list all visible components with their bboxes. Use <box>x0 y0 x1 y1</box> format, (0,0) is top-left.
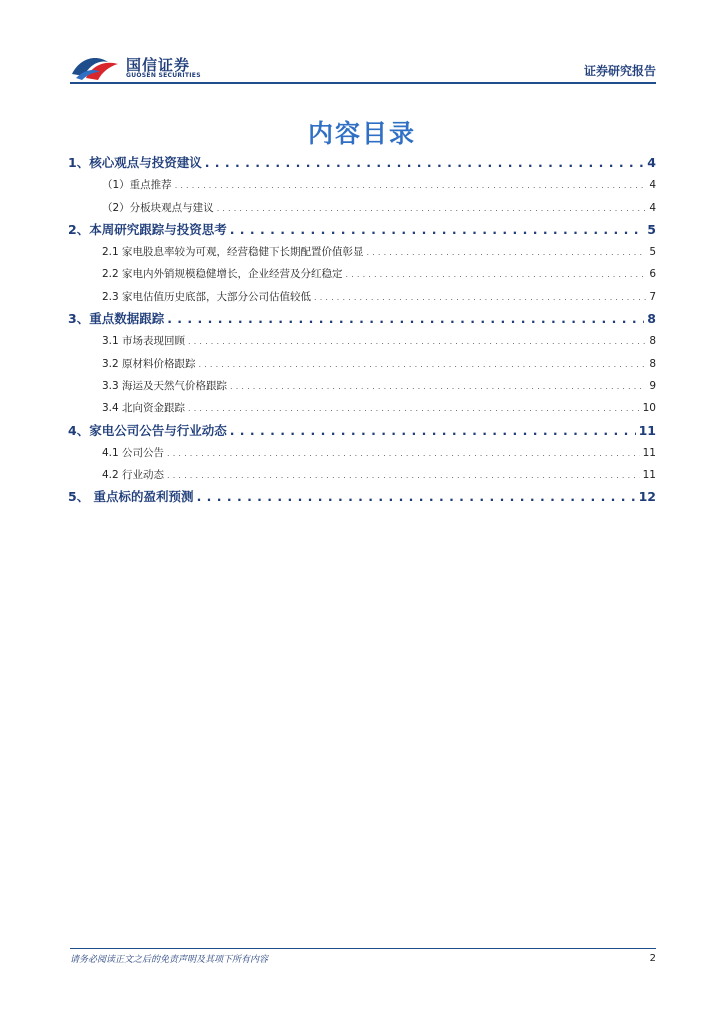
guosen-logo-icon <box>70 52 124 82</box>
toc-entry-label: （2）分板块观点与建议 <box>102 201 214 214</box>
toc-subsection-entry[interactable] <box>68 330 656 352</box>
toc-leader-dots <box>230 219 645 241</box>
toc-leader-dots <box>188 398 640 419</box>
toc-subsection-entry[interactable] <box>68 353 656 375</box>
toc-entry-page: 10 <box>642 402 656 415</box>
table-of-contents <box>68 152 656 509</box>
toc-entry-label: 4、家电公司公告与行业动态 <box>68 422 227 438</box>
toc-entry-label: 5、 重点标的盈利预测 <box>68 489 194 505</box>
toc-entry-label: 3.2 原材料价格跟踪 <box>102 357 196 370</box>
toc-entry-label: 1、核心观点与投资建议 <box>68 155 202 170</box>
toc-title: 内容目录 <box>307 119 416 148</box>
toc-entry-label: （1）重点推荐 <box>102 179 172 192</box>
toc-entry-label: 2.2 家电内外销规模稳健增长，企业经营及分红稳定 <box>102 268 343 281</box>
toc-leader-dots <box>167 465 640 486</box>
toc-leader-dots <box>167 443 640 464</box>
toc-entry-label: 3.3 海运及天然气价格跟踪 <box>102 379 228 392</box>
toc-subsection-entry[interactable] <box>68 442 656 464</box>
toc-entry-label: 3、重点数据跟踪 <box>68 311 165 327</box>
toc-subsection-entry[interactable] <box>68 197 656 219</box>
toc-entry-page: 11 <box>642 469 656 482</box>
toc-entry-page: 5 <box>647 221 656 237</box>
toc-entry-page: 8 <box>649 335 656 348</box>
footer-divider <box>70 948 656 949</box>
toc-entry-page: 5 <box>649 246 656 259</box>
toc-entry-page: 9 <box>649 379 656 392</box>
toc-leader-dots <box>197 486 636 508</box>
page-header <box>70 50 656 84</box>
report-type-label: 证券研究报告 <box>583 64 656 78</box>
toc-leader-dots <box>167 308 644 330</box>
toc-leader-dots <box>199 354 647 375</box>
toc-entry-page: 8 <box>647 311 656 327</box>
toc-entry-label: 2.1 家电股息率较为可观，经营稳健下长期配置价值彰显 <box>102 246 364 259</box>
toc-leader-dots <box>188 331 646 352</box>
guosen-logo <box>70 52 210 82</box>
toc-section-entry[interactable] <box>68 486 656 508</box>
toc-entry-page: 11 <box>638 422 656 438</box>
toc-subsection-entry[interactable] <box>68 241 656 263</box>
toc-section-entry[interactable] <box>68 308 656 330</box>
toc-leader-dots <box>230 376 646 397</box>
toc-leader-dots <box>367 242 647 263</box>
footer-disclaimer: 请务必阅读正文之后的免责声明及其项下所有内容 <box>70 955 269 965</box>
toc-leader-dots <box>314 287 646 308</box>
toc-section-entry[interactable] <box>68 152 656 174</box>
toc-subsection-entry[interactable] <box>68 174 656 196</box>
toc-entry-label: 3.1 市场表现回顾 <box>102 335 186 348</box>
toc-entry-page: 12 <box>638 489 656 505</box>
toc-entry-label: 2.3 家电估值历史底部，大部分公司估值较低 <box>102 290 312 303</box>
toc-subsection-entry[interactable] <box>68 286 656 308</box>
toc-subsection-entry[interactable] <box>68 397 656 419</box>
header-divider <box>70 82 656 84</box>
toc-entry-label: 2、本周研究跟踪与投资思考 <box>68 221 227 237</box>
logo-english-name: GUOSEN SECURITIES <box>126 72 201 79</box>
toc-leader-dots <box>205 152 645 174</box>
toc-entry-label: 4.1 公司公告 <box>102 446 165 459</box>
page-number: 2 <box>649 953 656 964</box>
toc-leader-dots <box>175 175 647 196</box>
toc-leader-dots <box>346 264 647 285</box>
toc-entry-label: 3.4 北向资金跟踪 <box>102 402 186 415</box>
toc-leader-dots <box>230 420 636 442</box>
toc-entry-page: 4 <box>649 179 656 192</box>
toc-subsection-entry[interactable] <box>68 263 656 285</box>
toc-entry-page: 6 <box>649 268 656 281</box>
toc-subsection-entry[interactable] <box>68 464 656 486</box>
toc-leader-dots <box>217 198 647 219</box>
toc-section-entry[interactable] <box>68 420 656 442</box>
toc-subsection-entry[interactable] <box>68 375 656 397</box>
toc-entry-label: 4.2 行业动态 <box>102 469 165 482</box>
toc-section-entry[interactable] <box>68 219 656 241</box>
toc-entry-page: 4 <box>647 155 656 170</box>
logo-chinese-name: 国信证券 <box>126 56 191 74</box>
toc-entry-page: 8 <box>649 357 656 370</box>
toc-entry-page: 4 <box>649 201 656 214</box>
toc-entry-page: 7 <box>649 290 656 303</box>
toc-entry-page: 11 <box>642 446 656 459</box>
